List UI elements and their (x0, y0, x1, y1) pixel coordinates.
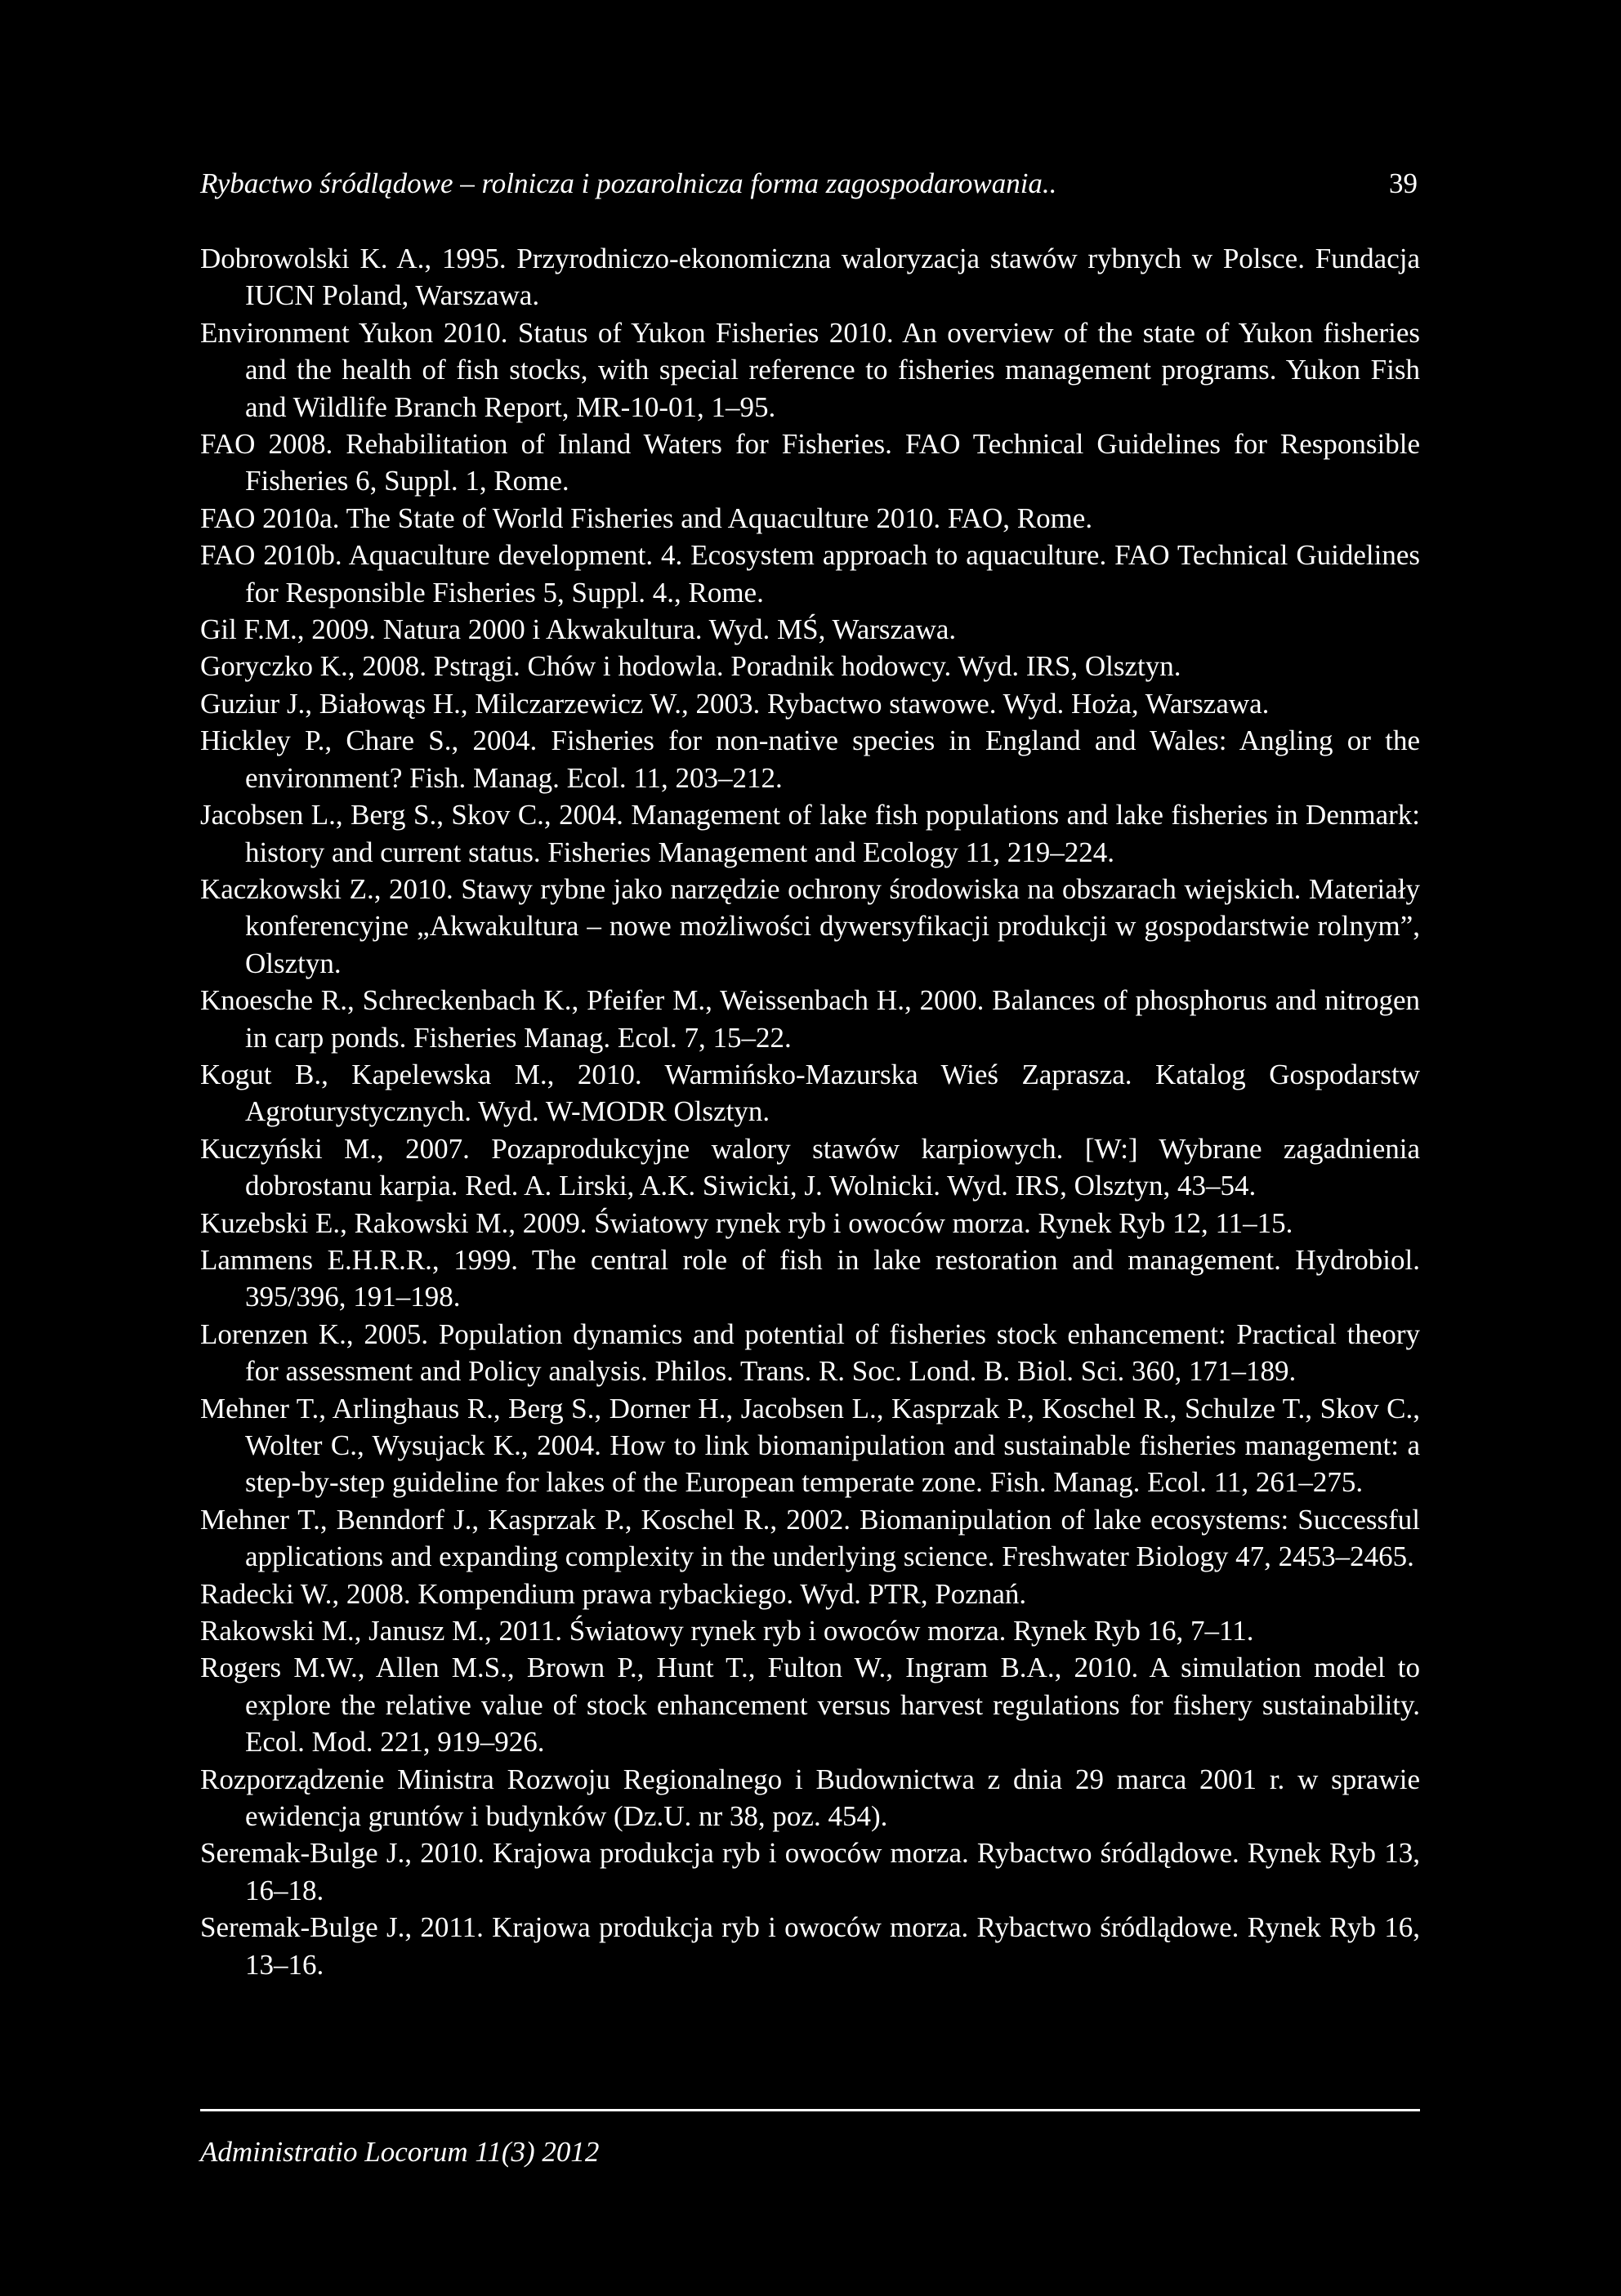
reference-item: Guziur J., Białowąs H., Milczarzewicz W., 2003. Rybactwo stawowe. Wyd. Hoża, Warszawa. (200, 687, 1270, 720)
reference-item: Seremak-Bulge J., 2011. Krajowa produkcja ryb i owoców morza. Rybactwo śródlądowe. Rynek Ryb 16, 13–16. (200, 1911, 1420, 1981)
page-number: 39 (1389, 167, 1418, 199)
reference-item: Mehner T., Benndorf J., Kasprzak P., Koschel R., 2002. Biomanipulation of lake ecosystems: Successful applications and expanding complexity in the underlying science. Freshwater Biology 47, 2453–2465. (200, 1503, 1420, 1573)
reference-item: Kogut B., Kapelewska M., 2010. Warmińsko-Mazurska Wieś Zaprasza. Katalog Gospodarstw Agroturystycznych. Wyd. W-MODR Olsztyn. (200, 1058, 1420, 1128)
reference-item: FAO 2008. Rehabilitation of Inland Waters for Fisheries. FAO Technical Guidelines for Responsible Fisheries 6, Suppl. 1, Rome. (200, 428, 1420, 497)
reference-list (200, 240, 1420, 1983)
footer-rule (200, 2109, 1420, 2111)
journal-footer: Administratio Locorum 11(3) 2012 (200, 2136, 600, 2168)
reference-item: Kuzebski E., Rakowski M., 2009. Światowy rynek ryb i owoców morza. Rynek Ryb 12, 11–15. (200, 1206, 1293, 1239)
reference-item: Kaczkowski Z., 2010. Stawy rybne jako narzędzie ochrony środowiska na obszarach wiejskich. Materiały konferencyjne „Akwakultura – nowe możliwości dywersyfikacji produkcji w gospodarstwie rolnym”, Olsztyn. (200, 872, 1420, 979)
reference-item: FAO 2010a. The State of World Fisheries and Aquaculture 2010. FAO, Rome. (200, 502, 1093, 534)
reference-item: Goryczko K., 2008. Pstrągi. Chów i hodowla. Poradnik hodowcy. Wyd. IRS, Olsztyn. (200, 650, 1181, 683)
reference-item: Lammens E.H.R.R., 1999. The central role of fish in lake restoration and management. Hydrobiol. 395/396, 191–198. (200, 1243, 1420, 1313)
reference-item: Knoesche R., Schreckenbach K., Pfeifer M., Weissenbach H., 2000. Balances of phosphorus and nitrogen in carp ponds. Fisheries Manag. Ecol. 7, 15–22. (200, 984, 1420, 1054)
reference-item: Lorenzen K., 2005. Population dynamics and potential of fisheries stock enhancement: Practical theory for assessment and Policy analysis. Philos. Trans. R. Soc. Lond. B. Biol. Sci. 360, 171–189. (200, 1317, 1420, 1388)
reference-item: Gil F.M., 2009. Natura 2000 i Akwakultura. Wyd. MŚ, Warszawa. (200, 613, 957, 646)
running-title: Rybactwo śródlądowe – rolnicza i pozarolnicza forma zagospodarowania.. (200, 167, 1057, 199)
reference-item: Rogers M.W., Allen M.S., Brown P., Hunt T., Fulton W., Ingram B.A., 2010. A simulation model to explore the relative value of stock enhancement versus harvest regulations for fishery sustainability. Ecol. Mod. 221, 919–926. (200, 1652, 1420, 1759)
reference-item: Kuczyński M., 2007. Pozaprodukcyjne walory stawów karpiowych. [W:] Wybrane zagadnienia dobrostanu karpia. Red. A. Lirski, A.K. Siwicki, J. Wolnicki. Wyd. IRS, Olsztyn, 43–54. (200, 1132, 1420, 1202)
reference-item: Rozporządzenie Ministra Rozwoju Regionalnego i Budownictwa z dnia 29 marca 2001 r. w sprawie ewidencja gruntów i budynków (Dz.U. nr 38, poz. 454). (200, 1763, 1420, 1833)
reference-item: Hickley P., Chare S., 2004. Fisheries for non-native species in England and Wales: Angling or the environment? Fish. Manag. Ecol. 11, 203–212. (200, 724, 1420, 794)
reference-item: Radecki W., 2008. Kompendium prawa rybackiego. Wyd. PTR, Poznań. (200, 1577, 1027, 1610)
reference-item: Mehner T., Arlinghaus R., Berg S., Dorner H., Jacobsen L., Kasprzak P., Koschel R., Schulze T., Skov C., Wolter C., Wysujack K., 2004. How to link biomanipulation and sustainable fisheries management: a step-by-step guideline for lakes of the European temperate zone. Fish. Manag. Ecol. 11, 261–275. (200, 1392, 1420, 1499)
reference-item: Dobrowolski K. A., 1995. Przyrodniczo-ekonomiczna waloryzacja stawów rybnych w Polsce. Fundacja IUCN Poland, Warszawa. (200, 243, 1420, 312)
reference-item: FAO 2010b. Aquaculture development. 4. Ecosystem approach to aquaculture. FAO Technical Guidelines for Responsible Fisheries 5, Suppl. 4., Rome. (200, 539, 1420, 609)
reference-item: Seremak-Bulge J., 2010. Krajowa produkcja ryb i owoców morza. Rybactwo śródlądowe. Rynek Ryb 13, 16–18. (200, 1837, 1420, 1906)
reference-item: Rakowski M., Janusz M., 2011. Światowy rynek ryb i owoców morza. Rynek Ryb 16, 7–11. (200, 1615, 1254, 1647)
running-header (200, 162, 1418, 206)
reference-item: Jacobsen L., Berg S., Skov C., 2004. Management of lake fish populations and lake fisheries in Denmark: history and current status. Fisheries Management and Ecology 11, 219–224. (200, 799, 1420, 868)
reference-item: Environment Yukon 2010. Status of Yukon Fisheries 2010. An overview of the state of Yukon fisheries and the health of fish stocks, with special reference to fisheries management programs. Yukon Fish and Wildlife Branch Report, MR-10-01, 1–95. (200, 316, 1420, 423)
